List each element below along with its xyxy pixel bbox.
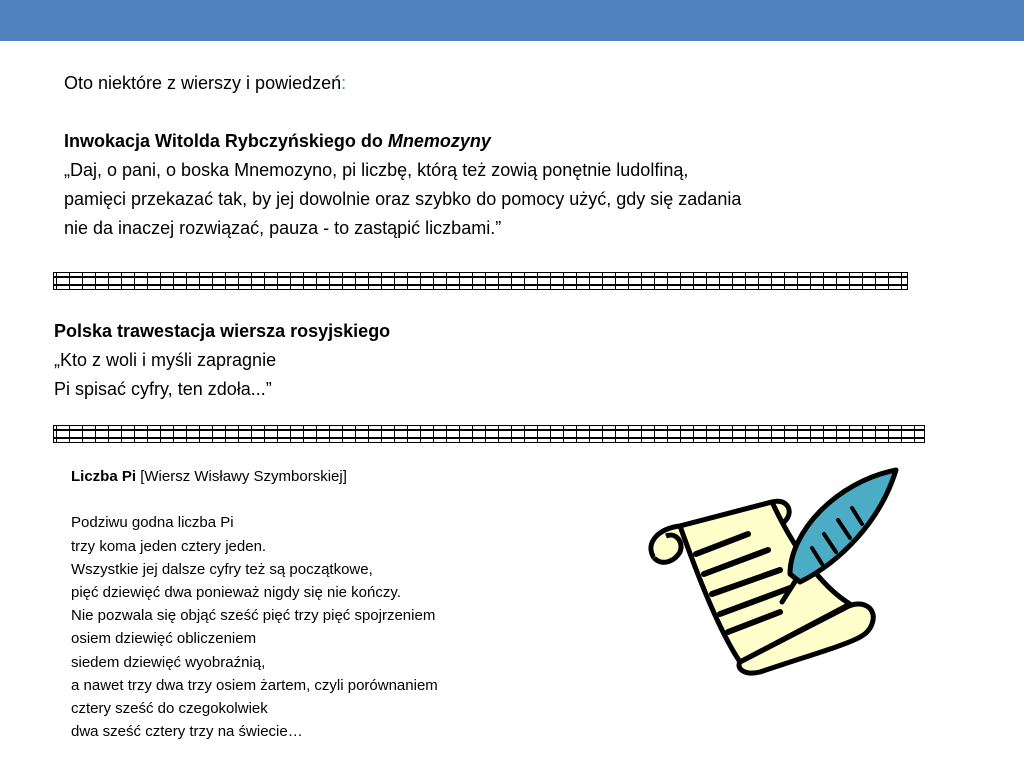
poem-line: trzy koma jeden cztery jeden. bbox=[71, 537, 267, 555]
poem-line: Wszystkie jej dalsze cyfry też są początkowe, bbox=[71, 560, 373, 578]
poem-line: Podziwu godna liczba Pi bbox=[71, 514, 234, 532]
poem-title: Liczba Pi [Wiersz Wisławy Szymborskiej] bbox=[71, 468, 347, 485]
invocation-line: „Daj, o pani, o boska Mnemozyno, pi liczbę, którą też zowią ponętnie ludolfiną, bbox=[64, 160, 689, 180]
szymborska-poem bbox=[71, 465, 438, 743]
invocation-title: Inwokacja Witolda Rybczyńskiego do Mnemozyny bbox=[64, 131, 491, 151]
greek-key-border bbox=[53, 272, 908, 290]
travesty-title: Polska trawestacja wiersza rosyjskiego bbox=[54, 321, 391, 341]
poem-line: a nawet trzy dwa trzy osiem żartem, czyli porównaniem bbox=[71, 676, 438, 694]
poem-line: dwa sześć cztery trzy na świecie… bbox=[71, 723, 303, 741]
invocation-line: pamięci przekazać tak, by jej dowolnie oraz szybko do pomocy użyć, gdy się zadania bbox=[64, 189, 742, 209]
poem-line: pięć dziewięć dwa ponieważ nigdy się nie kończy. bbox=[71, 584, 401, 601]
poem-line: cztery sześć do czegokolwiek bbox=[71, 700, 268, 718]
poem-line: osiem dziewięć obliczeniem bbox=[71, 630, 257, 648]
travesty-line: Pi spisać cyfry, ten zdoła...” bbox=[54, 379, 272, 399]
travesty-block bbox=[54, 317, 390, 404]
invocation-line: nie da inaczej rozwiązać, pauza - to zastąpić liczbami.” bbox=[64, 218, 502, 238]
top-bar bbox=[0, 0, 1024, 41]
intro-heading: Oto niektóre z wierszy i powiedzeń: bbox=[64, 73, 347, 93]
scroll-and-quill-icon bbox=[640, 462, 905, 677]
greek-key-border bbox=[53, 425, 925, 443]
travesty-line: „Kto z woli i myśli zapragnie bbox=[54, 350, 277, 370]
poem-line: siedem dziewięć wyobraźnią, bbox=[71, 653, 266, 671]
poem-line: Nie pozwala się objąć sześć pięć trzy pięć spojrzeniem bbox=[71, 607, 436, 625]
invocation-block bbox=[64, 127, 741, 243]
